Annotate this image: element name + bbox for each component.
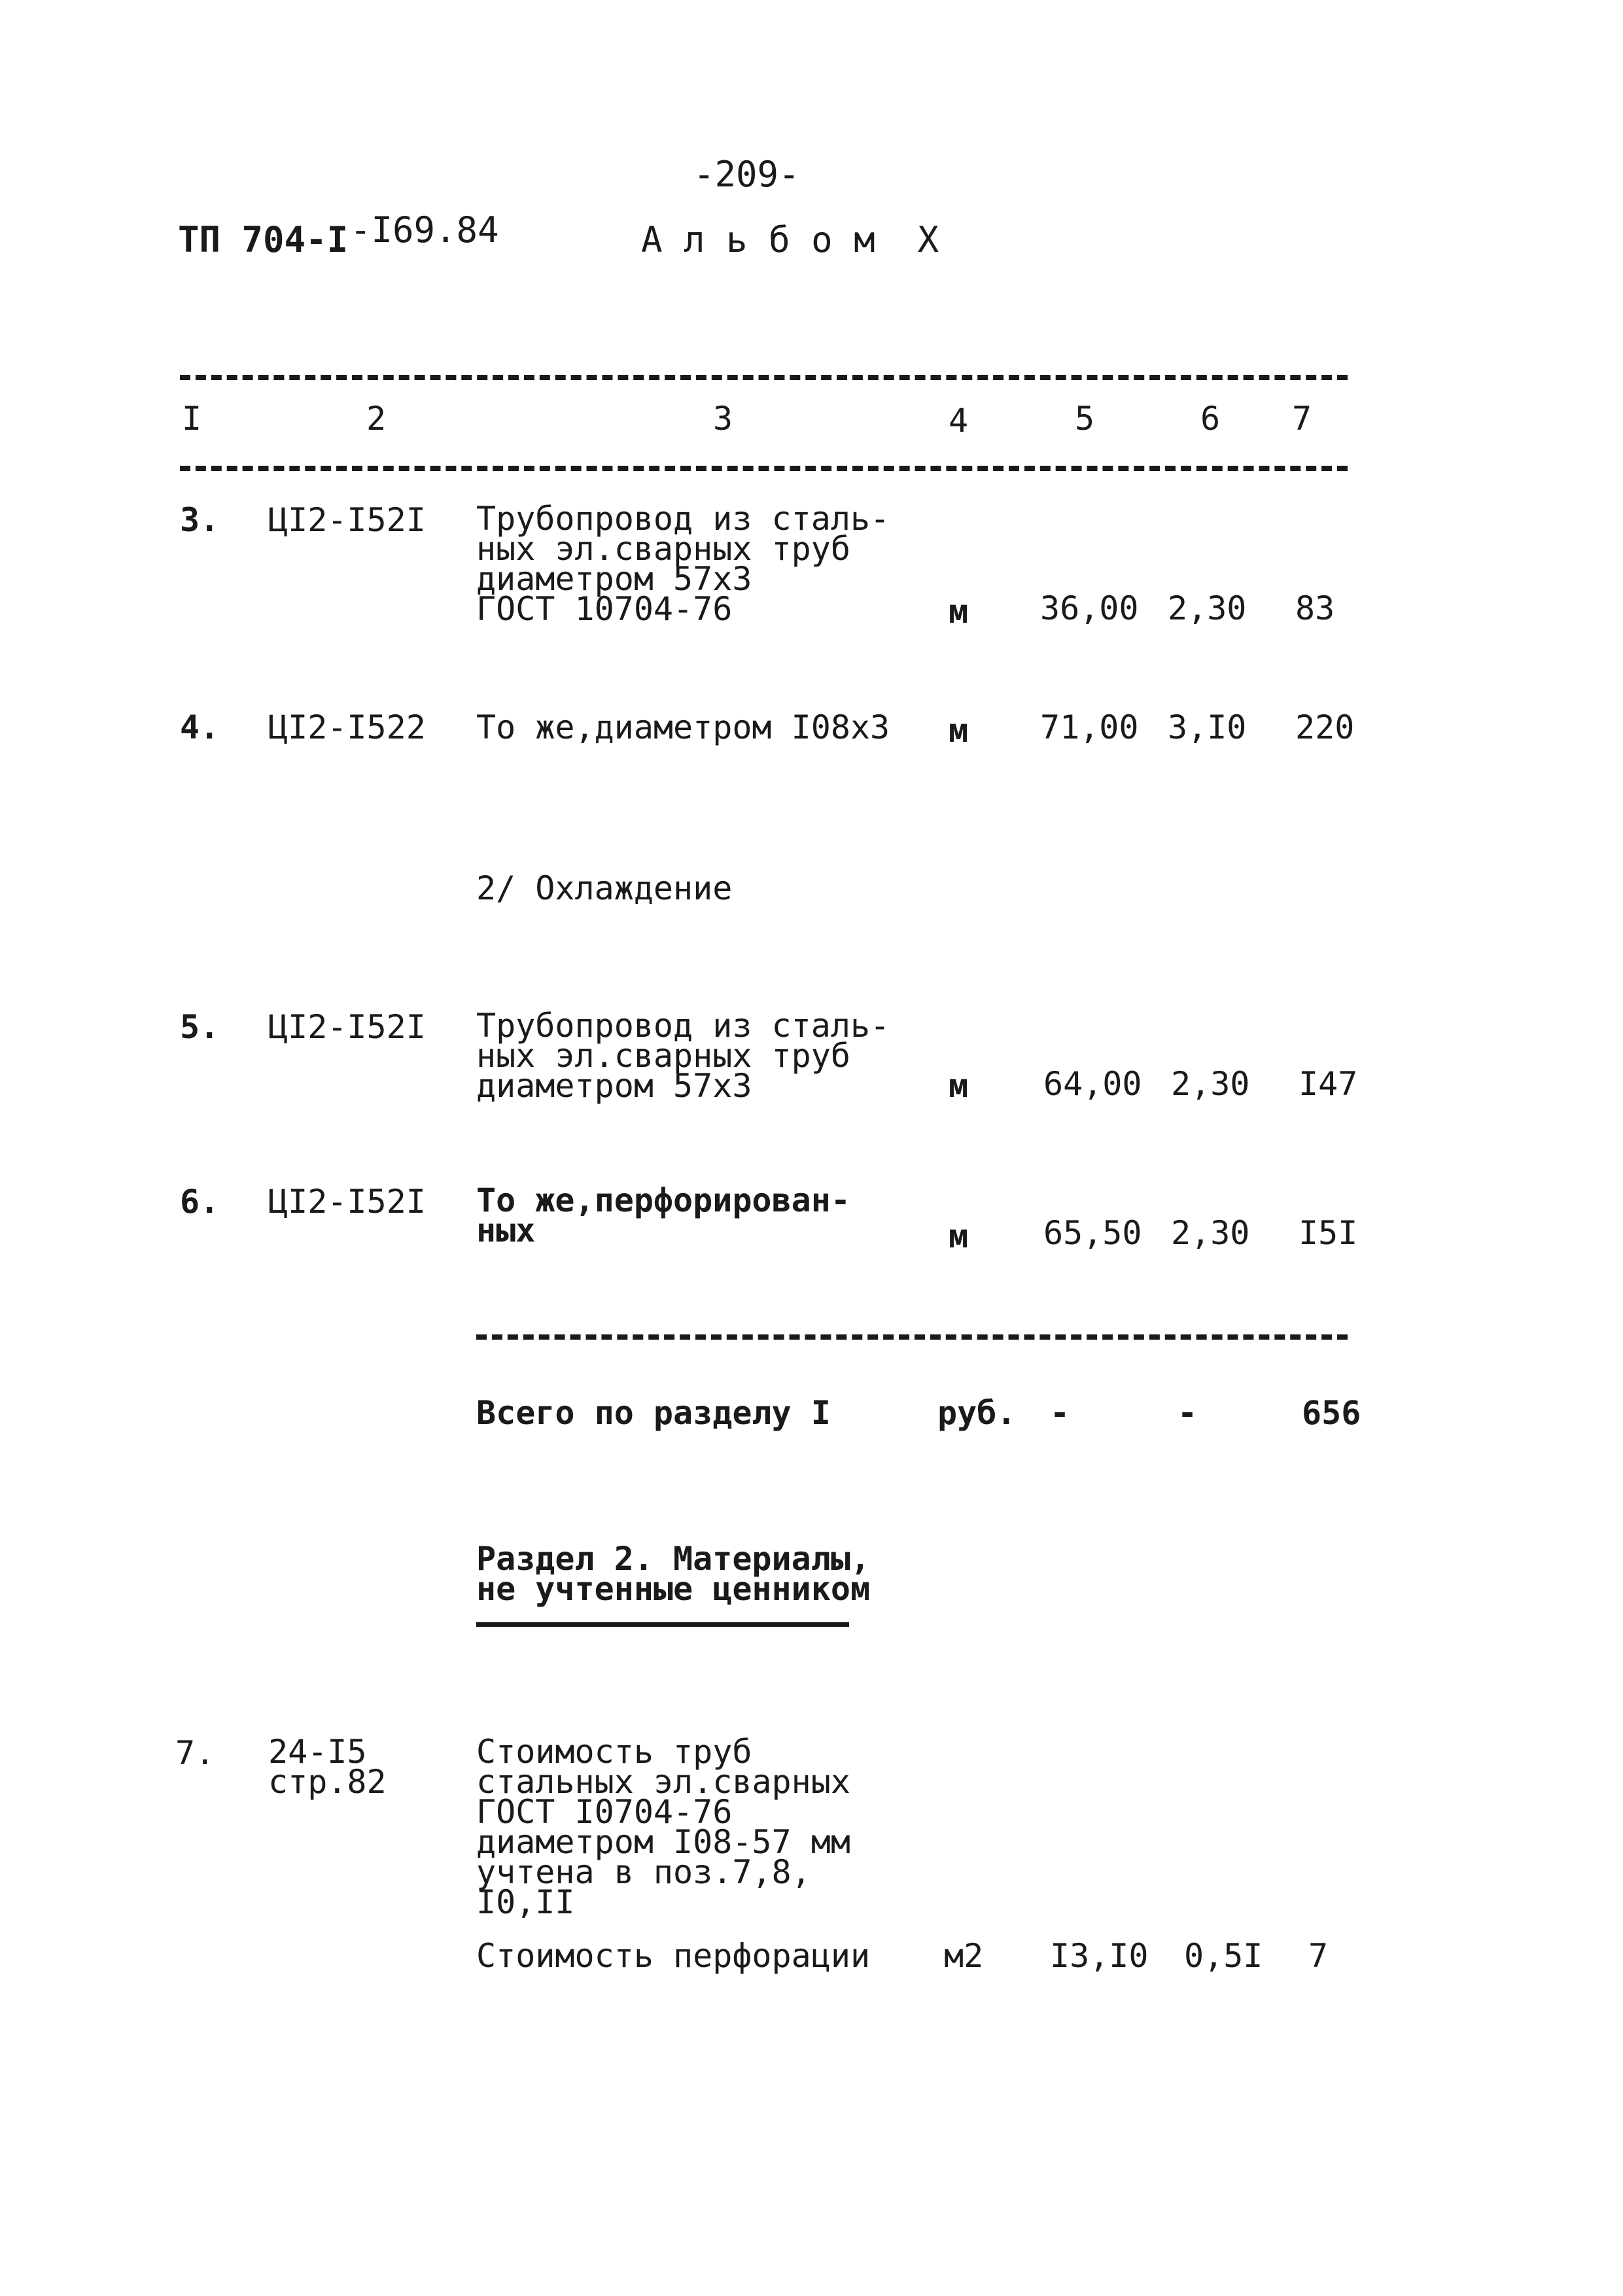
column-header-7: 7 <box>1292 400 1313 438</box>
header-rule-bottom <box>180 466 1348 471</box>
row-quantity: I3,I0 <box>1050 1937 1149 1975</box>
row-price: 3,I0 <box>1168 708 1247 746</box>
section-2-underline <box>476 1622 849 1627</box>
column-header-3: 3 <box>713 400 734 438</box>
page-number: -209- <box>693 154 800 195</box>
row-unit: м2 <box>944 1937 984 1975</box>
row-description: Трубопровод из сталь- ных эл.сварных труб диаметром 57х3 <box>476 1007 890 1105</box>
row-code: ЦI2-I52I <box>268 1008 426 1046</box>
row-description: Стоимость труб стальных эл.сварных ГОСТ I0704-76 диаметром I08-57 мм учтена в поз.7,8, I0,II <box>476 1733 850 1921</box>
row-unit: м <box>949 1067 969 1105</box>
row-total: I47 <box>1299 1065 1358 1103</box>
row-number: 4. <box>180 708 220 746</box>
row-price: 2,30 <box>1171 1214 1250 1252</box>
album-title: А л ь б о м X <box>641 219 939 260</box>
row-description: То же,диаметром I08х3 <box>476 708 890 746</box>
row-price: 2,30 <box>1171 1065 1250 1103</box>
column-header-2: 2 <box>366 400 387 438</box>
column-header-4: 4 <box>949 402 969 440</box>
total-quantity: - <box>1050 1394 1070 1432</box>
header-rule-top <box>180 375 1348 380</box>
total-sum: 656 <box>1302 1394 1361 1432</box>
row-total: 220 <box>1295 708 1355 746</box>
row-description: То же,перфорирован- ных <box>476 1181 850 1249</box>
row-quantity: 71,00 <box>1040 708 1139 746</box>
row-code: ЦI2-I52I <box>268 1183 426 1221</box>
total-price: - <box>1178 1394 1198 1432</box>
row-description: Трубопровод из сталь- ных эл.сварных труб диаметром 57х3 ГОСТ 10704-76 <box>476 500 890 628</box>
column-header-6: 6 <box>1200 400 1221 438</box>
row-total: 7 <box>1308 1937 1329 1975</box>
row-total: I5I <box>1299 1214 1358 1252</box>
row-unit: м <box>949 712 969 750</box>
column-header-1: I <box>182 400 203 438</box>
row-unit: м <box>949 593 969 631</box>
row-code: ЦI2-I52I <box>268 501 426 539</box>
row-description: Стоимость перфорации <box>476 1937 871 1975</box>
row-total: 83 <box>1295 589 1335 627</box>
row-number: 3. <box>180 501 220 539</box>
document-code: ТП 704-I <box>178 219 349 260</box>
subsection-title: 2/ Охлаждение <box>476 869 733 907</box>
total-rule <box>476 1334 1348 1340</box>
row-unit: м <box>949 1217 969 1255</box>
row-price: 2,30 <box>1168 589 1247 627</box>
row-price: 0,5I <box>1184 1937 1263 1975</box>
row-quantity: 36,00 <box>1040 589 1139 627</box>
document-series: -I69.84 <box>350 209 499 251</box>
total-unit: руб. <box>937 1394 1017 1432</box>
row-number: 7. <box>175 1734 215 1772</box>
row-quantity: 65,50 <box>1043 1214 1142 1252</box>
row-code: 24-I5 стр.82 <box>268 1733 387 1801</box>
row-number: 5. <box>180 1008 220 1046</box>
section-2-title: Раздел 2. Материалы, не учтенные ценником <box>476 1540 871 1608</box>
total-label: Всего по разделу I <box>476 1394 831 1432</box>
row-quantity: 64,00 <box>1043 1065 1142 1103</box>
row-code: ЦI2-I522 <box>268 708 426 746</box>
row-number: 6. <box>180 1183 220 1221</box>
column-header-5: 5 <box>1075 400 1096 438</box>
